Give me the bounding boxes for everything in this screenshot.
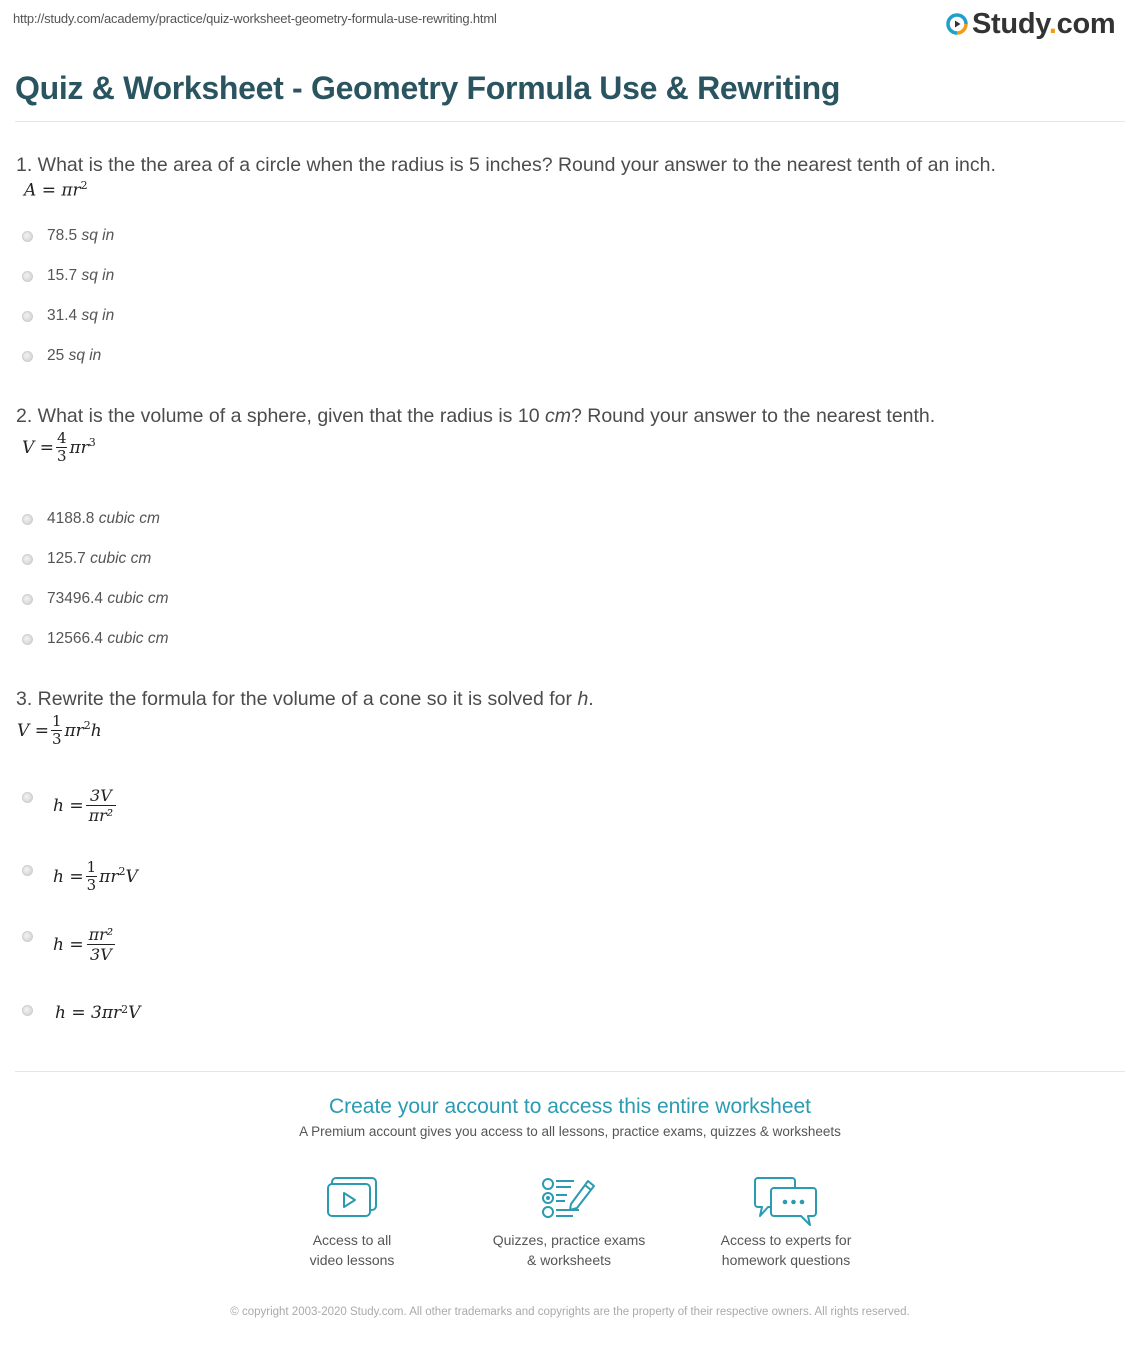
question-formula: $A = \pi r^2$	[24, 179, 88, 201]
question-3	[16, 688, 594, 748]
option-formula: h = $\frac{1}{3}$ πr 2 V	[53, 858, 138, 894]
question-formula: V = $\frac{1}{3}$ πr 2 h	[17, 712, 102, 748]
answer-option[interactable]	[22, 925, 118, 964]
radio-button[interactable]	[22, 865, 33, 876]
title-divider	[15, 121, 1125, 122]
answer-option[interactable]	[22, 1003, 140, 1023]
feature-experts	[686, 1176, 886, 1270]
option-label: 78.5 sq in	[47, 227, 115, 244]
option-formula: h = $\frac{\text{πr²}}{3V}$	[53, 925, 114, 964]
option-label: 4188.8 cubic cm	[47, 510, 160, 527]
radio-button[interactable]	[22, 231, 33, 242]
feature-label: Access to experts for homework questions	[720, 1232, 852, 1268]
feature-label: Quizzes, practice exams & worksheets	[492, 1232, 646, 1268]
section-divider	[15, 1071, 1125, 1072]
option-label: 31.4 sq in	[47, 307, 115, 324]
question-formula: V = $\frac{4}{3}$ πr 3	[22, 429, 96, 465]
option-label: 125.7 cubic cm	[47, 550, 152, 567]
question-text: 2. What is the volume of a sphere, given that the radius is 10 cm? Round your answer to the nearest tenth.	[16, 405, 936, 427]
study-logo[interactable]	[945, 8, 1115, 40]
radio-button[interactable]	[22, 554, 33, 565]
answer-option[interactable]	[22, 590, 169, 608]
chat-bubbles-icon	[754, 1176, 818, 1226]
quiz-checklist-icon	[541, 1176, 597, 1220]
radio-button[interactable]	[22, 792, 33, 803]
video-lessons-icon	[326, 1176, 378, 1220]
radio-button[interactable]	[22, 931, 33, 942]
answer-option[interactable]	[22, 267, 114, 285]
question-text: 3. Rewrite the formula for the volume of a cone so it is solved for h.	[16, 688, 594, 710]
question-text: 1. What is the the area of a circle when the radius is 5 inches? Round your answer to the nearest tenth of an inch.	[16, 154, 996, 176]
logo-text: Study.com	[972, 8, 1116, 40]
radio-button[interactable]	[22, 271, 33, 282]
radio-button[interactable]	[22, 514, 33, 525]
answer-option[interactable]	[22, 510, 160, 528]
option-formula: h = $\frac{3V}{\text{πr²}}$	[53, 786, 118, 825]
option-label: 25 sq in	[47, 347, 102, 364]
option-label: 12566.4 cubic cm	[47, 630, 169, 647]
play-circle-icon	[945, 12, 969, 36]
radio-button[interactable]	[22, 634, 33, 645]
cta-title[interactable]: Create your account to access this entire worksheet	[328, 1095, 812, 1118]
radio-button[interactable]	[22, 594, 33, 605]
radio-button[interactable]	[22, 351, 33, 362]
answer-option[interactable]	[22, 347, 101, 365]
radio-button[interactable]	[22, 1005, 33, 1016]
copyright-notice: © copyright 2003-2020 Study.com. All other trademarks and copyrights are the property of their respective owners. All rights reserved.	[230, 1306, 910, 1318]
answer-option[interactable]	[22, 307, 114, 325]
cta-subtitle: A Premium account gives you access to all lessons, practice exams, quizzes & worksheets	[299, 1124, 841, 1139]
feature-label: Access to all video lessons	[309, 1232, 395, 1268]
answer-option[interactable]	[22, 550, 151, 568]
option-formula: h = 3πr 2 V	[55, 1003, 141, 1023]
feature-quizzes	[469, 1176, 669, 1270]
answer-option[interactable]	[22, 227, 114, 245]
answer-option[interactable]	[22, 859, 138, 894]
answer-option[interactable]	[22, 786, 118, 825]
option-label: 73496.4 cubic cm	[47, 590, 169, 607]
answer-option[interactable]	[22, 630, 169, 648]
question-1	[16, 154, 996, 201]
radio-button[interactable]	[22, 311, 33, 322]
question-2	[16, 405, 935, 465]
page-title: Quiz & Worksheet - Geometry Formula Use & Rewriting	[15, 70, 841, 106]
option-label: 15.7 sq in	[47, 267, 115, 284]
page-url: http://study.com/academy/practice/quiz-worksheet-geometry-formula-use-rewriting.html	[13, 11, 497, 26]
feature-video-lessons	[252, 1176, 452, 1270]
